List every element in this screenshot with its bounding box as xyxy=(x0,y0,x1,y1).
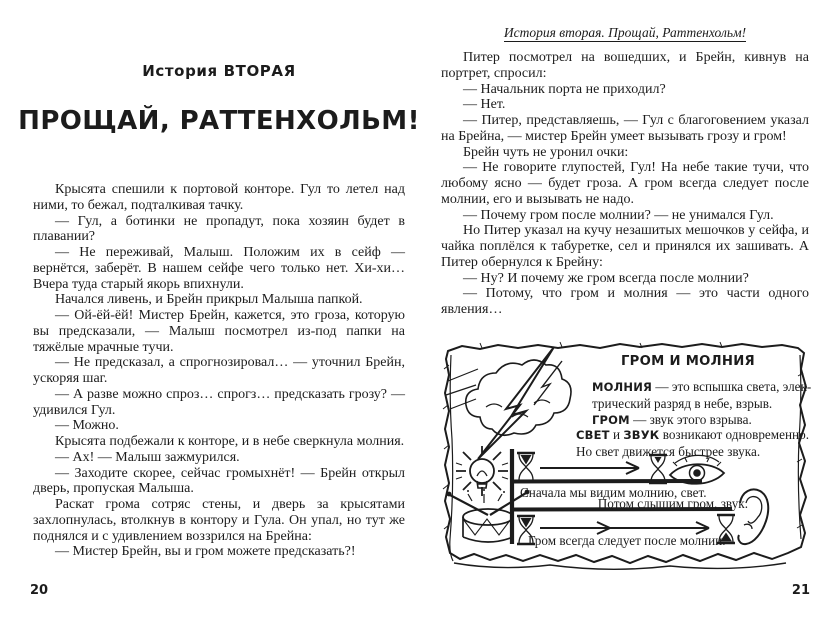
infobox-title: ГРОМ И МОЛНИЯ xyxy=(620,354,756,369)
fact-text: возникают одновременно. xyxy=(659,427,809,442)
paragraph: Раскат грома сотряс стены, и дверь за крысятами захлопнулась, втолкнув в контору и Гула. Он упал, но тут же поднялся и с удивлением воззрился на Брейна: xyxy=(33,497,405,544)
lightbulb-rays-icon xyxy=(456,446,508,496)
paragraph: Крысята спешили к портовой конторе. Гул то летел над ними, то бежал, подталкивая тачку. xyxy=(33,182,405,213)
term-light: СВЕТ xyxy=(576,428,610,442)
paragraph: Крысята подбежали к конторе, и в небе сверкнула молния. xyxy=(55,434,405,449)
paragraph: Брейн чуть не уронил очки: xyxy=(463,144,629,160)
paragraph: — Потому, что гром и молния — это части одного явления… xyxy=(441,286,809,317)
infobox-thunder-lightning xyxy=(440,339,812,583)
term-sound: ЗВУК xyxy=(623,428,660,442)
paragraph: — Ах! — Малыш зажмурился. xyxy=(55,449,240,465)
term-thunder: ГРОМ xyxy=(592,413,630,427)
infobox-fact xyxy=(576,427,820,460)
paragraph: — Гул, а ботинки не пропадут, пока хозяин будет в плавании? xyxy=(33,213,405,245)
paragraph: — Ой-ёй-ёй! Мистер Брейн, кажется, это гроза, которую вы предсказали, — Малыш посмотрел из-под папки на тяжёлые мрачные тучи. xyxy=(33,308,405,355)
page-number-right: 21 xyxy=(791,583,810,598)
definition-text: трический разряд в небе, взрыв. xyxy=(592,395,773,411)
paragraph: — Не предсказал, а спрогнозировал… — уточнил Брейн, ускоряя шаг. xyxy=(33,355,405,386)
term-lightning: МОЛНИЯ xyxy=(592,380,653,394)
caption-hear-thunder: Потом слышим гром, звук. xyxy=(597,496,748,511)
running-header xyxy=(441,25,809,41)
paragraph: — Питер, представляешь, — Гул с благоговением указал на Брейна, — мистер Брейн умеет вызывать грозу и гром! xyxy=(441,113,809,144)
running-header-text: История вторая. Прощай, Раттенхольм! xyxy=(503,25,747,40)
left-page-body xyxy=(33,182,405,560)
infobox-definitions xyxy=(592,379,820,429)
cloud-lightning-icon xyxy=(446,347,571,459)
paragraph: — Ну? И почему же гром всегда после молнии? xyxy=(463,270,749,286)
paragraph: — Не говорите глупостей, Гул! На небе такие тучи, что любому ясно — будет гроза. А гром всегда следует после молнии, его и вызывать не надо. xyxy=(441,160,809,207)
fact-text: Но свет движется быстрее звука. xyxy=(576,443,761,459)
definition-text: — звук этого взрыва. xyxy=(629,412,752,427)
paragraph: — А разве можно спроз… спрогз… предсказать грозу? — удивился Гул. xyxy=(33,386,405,418)
paragraph: Но Питер указал на кучу незашитых мешочков у сейфа, и чайка поплёлся к табуретке, сел и принялся их зашивать. А Питер обернулся к Брейну: xyxy=(441,223,809,270)
chapter-title: ПРОЩАЙ, РАТТЕНХОЛЬМ! xyxy=(18,106,420,136)
paragraph: — Не переживай, Малыш. Положим их в сейф — вернётся, заберёт. В нашем сейфе чего только нет. Хи-хи… Вчера туда старый якорь впихнули. xyxy=(33,245,405,292)
definition-text: — это вспышка света, элек- xyxy=(652,379,812,394)
paragraph: Начался ливень, и Брейн прикрыл Малыша папкой. xyxy=(55,292,363,308)
paragraph: — Нет. xyxy=(463,97,506,113)
paragraph: — Почему гром после молнии? — не унимался Гул. xyxy=(463,207,774,223)
fact-join: и xyxy=(609,427,624,442)
paragraph: — Мистер Брейн, вы и гром можете предсказать?! xyxy=(55,544,356,560)
paragraph: Питер посмотрел на вошедших, и Брейн, кивнув на портрет, спросил: xyxy=(441,50,809,81)
paragraph: — Начальник порта не приходил? xyxy=(463,81,666,97)
page-number-left: 20 xyxy=(30,583,49,598)
caption-thunder-after-lightning: Гром всегда следует после молнии. xyxy=(528,533,726,548)
drum-icon xyxy=(447,489,530,542)
caption-see-lightning: Сначала мы видим молнию, свет. xyxy=(520,485,707,500)
chapter-kicker: История ВТОРАЯ xyxy=(142,62,296,80)
paragraph: — Заходите скорее, сейчас громыхнёт! — Брейн открыл дверь, пропуская Малыша. xyxy=(33,465,405,497)
paragraph: — Можно. xyxy=(55,418,119,434)
arrow-right-icon xyxy=(540,462,639,474)
right-page-body xyxy=(441,50,809,318)
hourglass-icon xyxy=(517,453,535,481)
